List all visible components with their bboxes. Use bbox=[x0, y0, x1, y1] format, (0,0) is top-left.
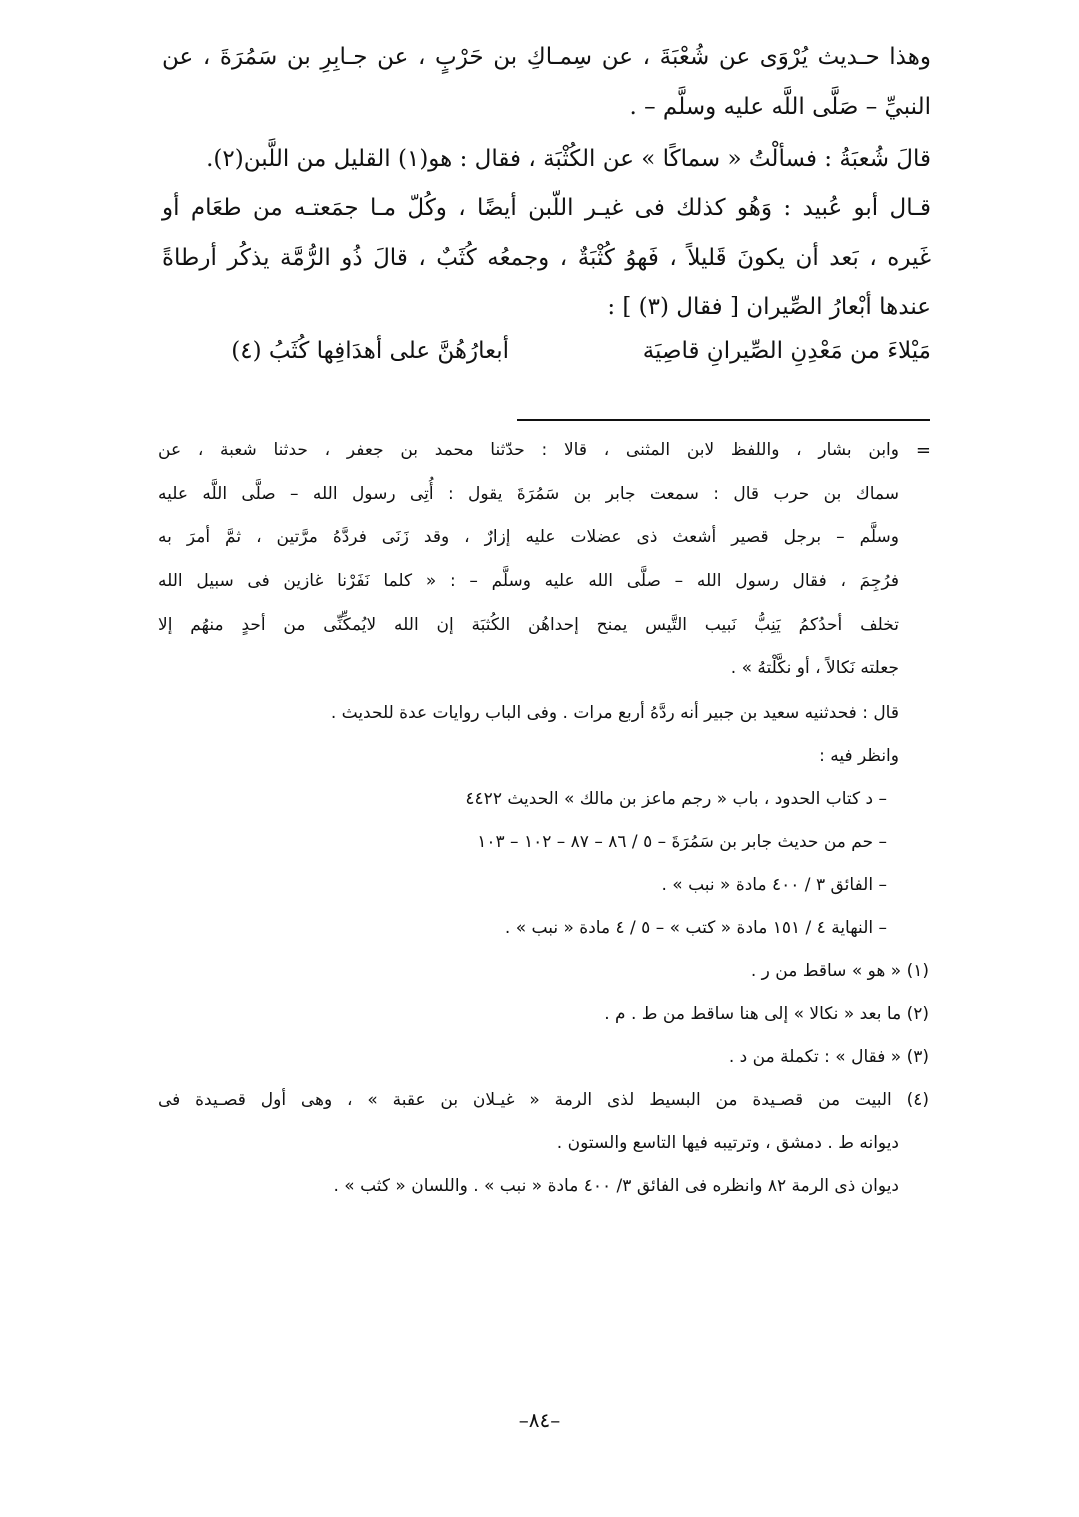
main-text-line-5: غَيره ، بَعد أن يكونَ قَليلاً ، فَهوُ كُثْبَةٌ ، وجمعُه كُثَبٌ ، قالَ ذُو الرُّمَّة يذكُر أرطاةً bbox=[162, 245, 931, 271]
footnote-4-continuation-1: ديوانه ط . دمشق ، وترتيبه فيها التاسع والستون . bbox=[556, 1133, 899, 1153]
reference-1: – د كتاب الحدود ، باب « رجم ماعز بن مالك » الحديث ٤٤٢٢ bbox=[465, 789, 887, 809]
main-text-line-1: وهذا حـديث يُرْوَى عن شُعْبَةَ ، عن سِمـاكِ بن حَرْبٍ ، عن جـابِرِ بن سَمُرَةَ ، عن bbox=[162, 44, 931, 70]
footnote-line-6: جعلته نَكالاً ، أو نكَّلْتهُ » . bbox=[730, 658, 899, 678]
footnote-4-continuation-2: ديوان ذى الرمة ٨٢ وانظره فى الفائق ٣/ ٤٠٠ مادة « نبب » . واللسان « كثب » . bbox=[333, 1176, 899, 1196]
reference-3: – الفائق ٣ / ٤٠٠ مادة « نبب » . bbox=[661, 875, 887, 895]
footnote-line-2: سماك بن حرب قال : سمعت جابر بن سَمُرَةَ يقول : أُتِى رسول الله – صلَّى اللَّه عليه bbox=[158, 484, 899, 504]
footnote-2: (٢) ما بعد « نكالا » إلى هنا ساقط من ط . م . bbox=[604, 1004, 929, 1024]
page-number: –٨٤– bbox=[518, 1408, 561, 1432]
continuation-mark: = bbox=[915, 440, 931, 461]
footnote-line-1: وابن بشار ، واللفظ لابن المثنى ، قالا : حدّثنا محمد بن جعفر ، حدثنا شعبة ، عن bbox=[158, 440, 899, 460]
footnote-separator bbox=[517, 419, 930, 421]
footnote-4: (٤) البيت من قصـيدة من البسيط لذى الرمة « غيـلان بن عقبة » ، وهى أول قصـيدة فى bbox=[158, 1090, 929, 1110]
verse-first-hemistich: مَيْلاءَ من مَعْدِنِ الصِّيرانِ قاصِيَة bbox=[642, 338, 931, 364]
reference-2: – حم من حديث جابر بن سَمُرَةَ – ٥ / ٨٦ – ٨٧ – ١٠٢ – ١٠٣ bbox=[477, 832, 887, 852]
verse-second-hemistich: أبعارُهُنَّ على أهدَافِها كُثَبُ (٤) bbox=[231, 338, 509, 364]
main-text-line-6: عندها أبْعارُ الصِّيران [ فقال (٣) ] : bbox=[607, 294, 931, 320]
main-text-line-2: النبيِّ – صَلَّى اللَّه عليه وسلَّم – . bbox=[629, 94, 931, 120]
footnote-3: (٣) « فقال » : تكملة من د . bbox=[728, 1047, 929, 1067]
main-text-line-4: قـال أبو عُبيد : وَهُو كذلك فى غيـر اللّبن أيضًا ، وكُلّ مـا جمَعتـه من طعَام أو bbox=[162, 195, 931, 221]
footnote-line-3: وسلَّم – برجل قصير أشعث ذى عضلات عليه إزارٌ ، وقد زَنَى فردَّهُ مرَّتين ، ثمَّ أمرَ به bbox=[158, 527, 899, 547]
main-text-line-3: قالَ شُعبَةُ : فسألْتُ « سماكًا » عن الكُثْبَة ، فقال : هو(١) القليل من اللَّبن(٢). bbox=[206, 146, 931, 172]
footnote-after-1: قال : فحدثنيه سعيد بن جبير أنه ردَّهُ أربع مرات . وفى الباب روايات عدة للحديث . bbox=[330, 703, 899, 723]
footnote-line-5: تخلف أحدُكمُ يَنِبُّ نَبيب التَّيس يمنح إحداهُن الكُثبَة إن الله لايُمكِّنِّى من أحدٍ منهُم إلا bbox=[158, 615, 899, 635]
footnote-line-4: فرُجِمَ ، فقال رسول الله – صلَّى الله عليه وسلَّم – : « كلما نَفَرْنا غازين فى سبيل الله bbox=[158, 571, 899, 591]
footnote-1: (١) « هو » ساقط من ر . bbox=[750, 961, 929, 981]
footnote-after-2: وانظر فيه : bbox=[819, 746, 899, 766]
reference-4: – النهاية ٤ / ١٥١ مادة « كتب » – ٥ / ٤ مادة « نبب » . bbox=[504, 918, 887, 938]
